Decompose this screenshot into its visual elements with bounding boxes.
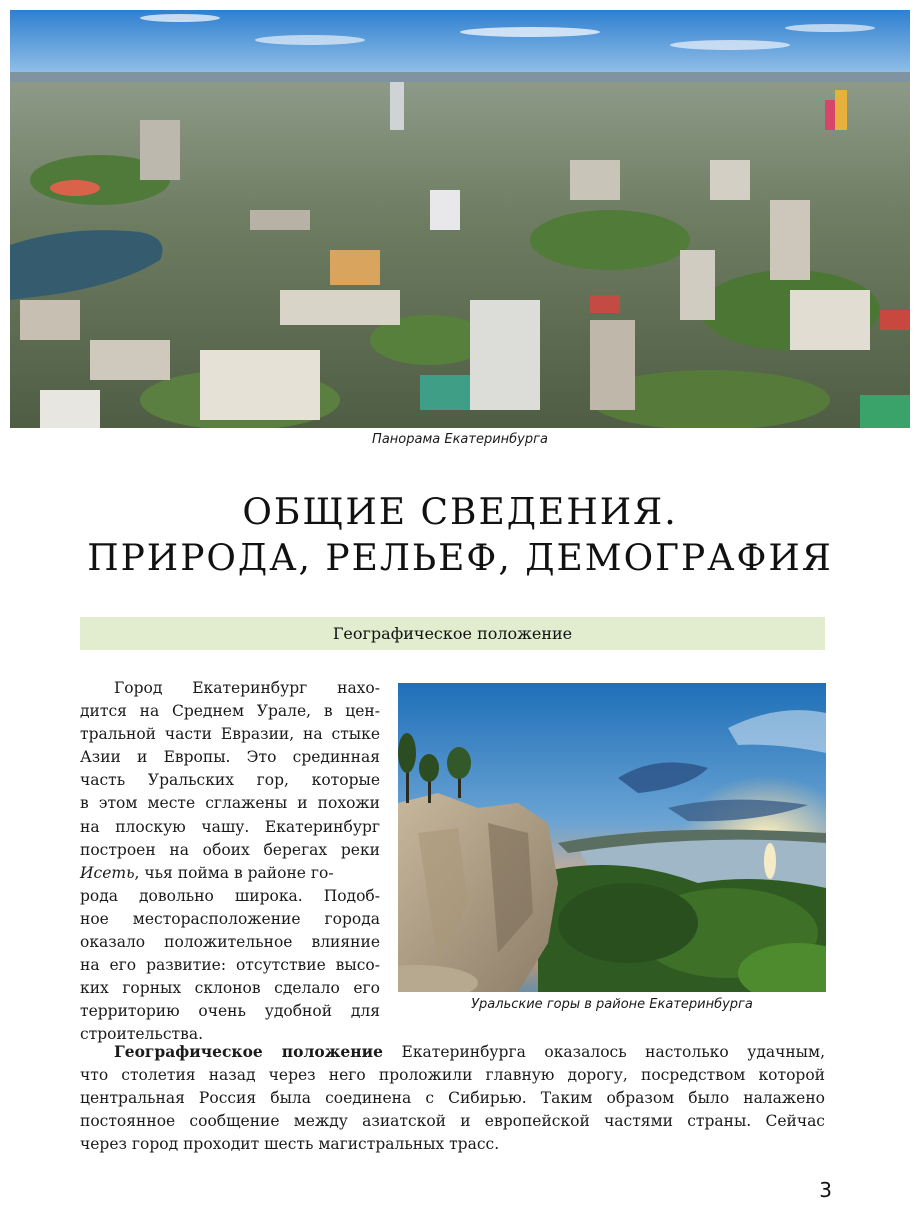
text-line: на его развитие: отсутствие высо-: [80, 956, 380, 975]
text-line: через город проходит шесть магистральных трасс.: [80, 1135, 500, 1154]
text-line: оказало положительное влияние: [80, 933, 380, 952]
bold-lead: Географическое положение: [114, 1042, 383, 1061]
text-line: территорию очень удобной для: [80, 1002, 380, 1021]
text-line: дится на Среднем Урале, в цен-: [80, 702, 380, 721]
chapter-title: [40, 490, 880, 582]
city-panorama-photo: [10, 10, 910, 428]
chapter-title-line-2: ПРИРОДА, РЕЛЬЕФ, ДЕМОГРАФИЯ: [87, 538, 833, 579]
text-line: ное месторасположение города: [80, 909, 380, 928]
paragraph-route: [80, 1040, 825, 1156]
text-line: в этом месте сглажены и похожи: [80, 794, 380, 813]
text-line: [80, 862, 380, 885]
section-heading: Географическое положение: [80, 617, 825, 650]
text-line: часть Уральских гор, которые: [80, 771, 380, 790]
panorama-caption: Панорама Екатеринбурга: [372, 432, 548, 447]
text-line-rest: , чья пойма в районе го-: [134, 863, 334, 882]
text-line: строительства.: [80, 1025, 204, 1044]
text-line: постоянное сообщение между азиатской и европейской частями страны. Сейчас: [80, 1112, 825, 1131]
text-line: на плоскую чашу. Екатеринбург: [80, 817, 380, 836]
river-name: Исеть: [80, 863, 135, 882]
text-line: построен на обоих берегах реки: [80, 840, 380, 859]
text-line: ких горных склонов сделало его: [80, 979, 380, 998]
text-line: что столетия назад через него проложили главную дорогу, посредством которой: [80, 1066, 825, 1085]
ural-mountains-photo: [398, 683, 826, 992]
page-number: 3: [819, 1178, 832, 1202]
chapter-title-line-1: ОБЩИЕ СВЕДЕНИЯ.: [242, 492, 678, 533]
text-line: центральная Россия была соединена с Сибирью. Таким образом было налажено: [80, 1089, 825, 1108]
text-line: рода довольно широка. Подоб-: [80, 886, 380, 905]
text-line: Географическое положение Екатеринбурга оказалось настолько удачным,: [114, 1042, 825, 1061]
text-line: Город Екатеринбург нахо-: [114, 679, 380, 697]
mountains-caption: Уральские горы в районе Екатеринбурга: [471, 997, 753, 1012]
paragraph-geography: [80, 677, 380, 1047]
text-line: Азии и Европы. Это срединная: [80, 748, 380, 767]
text-line: тральной части Евразии, на стыке: [80, 725, 380, 744]
